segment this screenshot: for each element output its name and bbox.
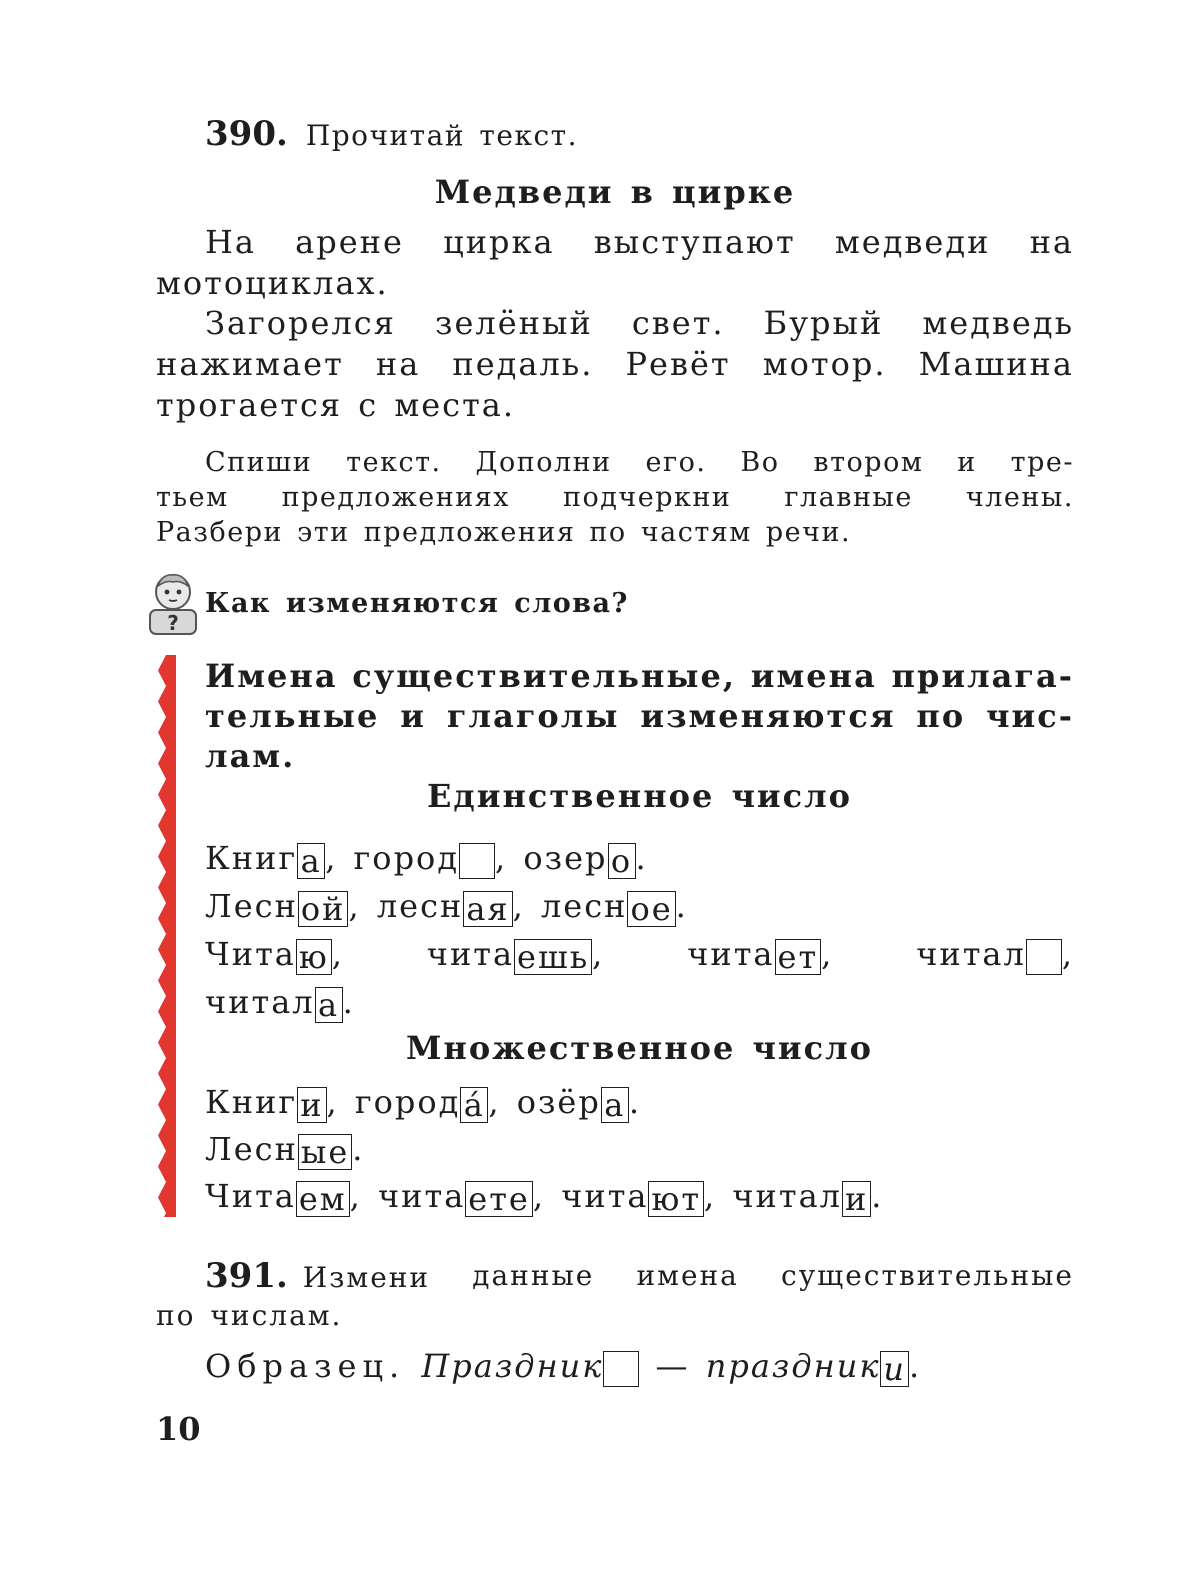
ending-box: о (608, 843, 636, 879)
plural-adjectives: Лесные. (205, 1130, 365, 1171)
ending-box: ем (296, 1181, 350, 1217)
rule-marker-bar (158, 655, 176, 1217)
ending-box: ой (298, 891, 349, 927)
ending-box: ют (648, 1181, 704, 1217)
ending-box: ая (463, 891, 512, 927)
text-line-4: нажимает на педаль. Ревёт мотор. Машина (156, 345, 1074, 383)
ending-box: а́ (460, 1087, 488, 1123)
ending-box: а (315, 987, 343, 1023)
ending-box: а (297, 843, 325, 879)
ending-box: ое (627, 891, 675, 927)
exercise-390-header (205, 114, 1074, 154)
task-line-3: Разбери эти предложения по частям речи. (156, 517, 852, 548)
exercise-391-line-2: по числам. (156, 1299, 343, 1332)
exercise-instruction: Прочитай текст. (305, 119, 579, 152)
section-heading: Как изменяются слова? (205, 588, 629, 619)
plural-nouns: Книги, город а́ , озёр а . (205, 1083, 641, 1124)
ending-box: и (297, 1087, 326, 1123)
exercise-391-line-1: 391. Измени данные имена существительные (205, 1256, 1074, 1296)
ending-box: а (601, 1087, 629, 1123)
singular-verbs: Читаю, читаешь, читает, читал , (205, 935, 1074, 976)
empty-ending-box (459, 843, 495, 879)
sample-label: Образец. (205, 1347, 406, 1385)
thinking-child-icon (144, 572, 202, 636)
rule-line-3: лам. (205, 737, 296, 775)
ending-box: ые (298, 1134, 352, 1170)
text-line-2: мотоциклах. (156, 264, 389, 302)
ending-box: ете (465, 1181, 533, 1217)
singular-nouns: Книг а , город , озер о . (205, 839, 648, 880)
exercise-number: 390. (205, 114, 288, 154)
rule-line-1: Имена существительные, имена прилага- (205, 657, 1074, 695)
text-line-5: трогается с места. (156, 386, 516, 424)
singular-verbs-cont: читал а . (205, 983, 355, 1024)
singular-adjectives: Лесной, лесная, лесное. (205, 887, 688, 928)
ending-box: и (842, 1181, 871, 1217)
text-line-1: На арене цирка выступают медведи на (205, 223, 1074, 261)
exercise-number: 391. (205, 1256, 288, 1296)
plural-heading: Множественное число (406, 1029, 873, 1067)
ending-box: ет (775, 939, 822, 975)
page-number: 10 (156, 1410, 201, 1448)
text-title: Медведи в цирке (434, 173, 796, 211)
rule-line-2: тельные и глаголы изменяются по чис- (205, 697, 1074, 735)
empty-ending-box (603, 1351, 639, 1387)
singular-heading: Единственное число (426, 777, 852, 815)
task-line-2: тьем предложениях подчеркни главные члены. (156, 482, 1074, 513)
empty-ending-box (1026, 939, 1062, 975)
ending-box: ешь (514, 939, 592, 975)
sample-line: Образец. Праздник — праздники. (205, 1347, 922, 1388)
plural-verbs: Читаем, читаете, читают, читали. (205, 1177, 884, 1218)
text-line-3: Загорелся зелёный свет. Бурый медведь (205, 304, 1074, 342)
ending-box: и (880, 1351, 909, 1387)
ending-box: ю (296, 939, 332, 975)
task-line-1: Спиши текст. Дополни его. Во втором и тре- (205, 447, 1074, 478)
svg-text:?: ? (167, 611, 179, 635)
